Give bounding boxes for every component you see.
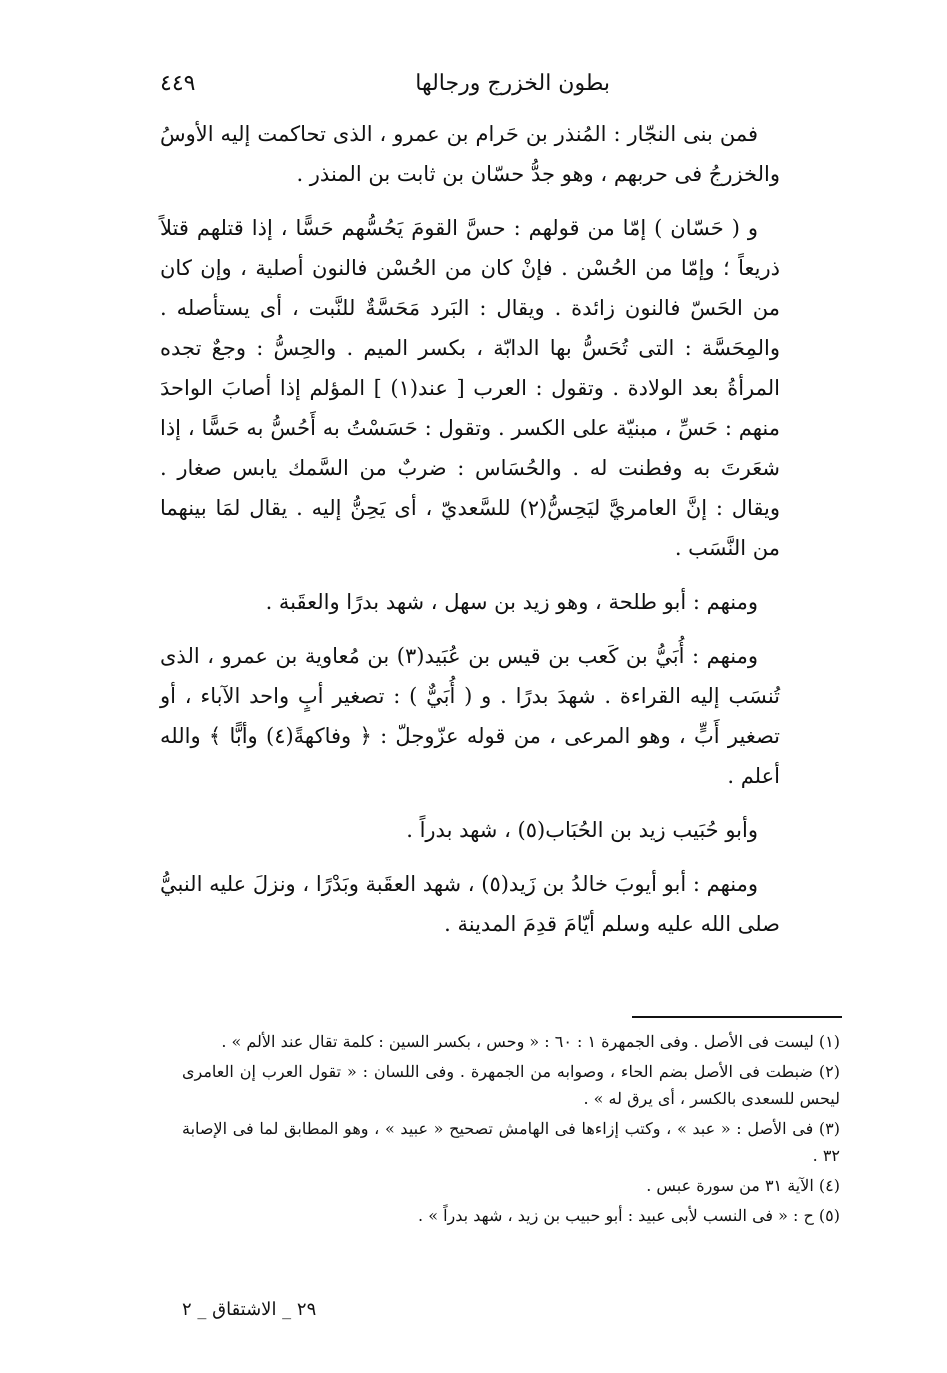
page-number: ٤٤٩: [160, 71, 196, 96]
page-header: [160, 64, 760, 104]
paragraph-najjar: فمن بنى النجّار : المُنذر بن حَرام بن عمرو ، الذى تحاكمت إليه الأوسُ والخزرجُ فى حربهم ، وهو جدُّ حسّان بن ثابت بن المنذر .: [160, 122, 780, 186]
main-text: [160, 114, 780, 958]
footnote-divider: [632, 1016, 842, 1018]
running-head: بطون الخزرج ورجالها: [415, 71, 610, 96]
footnotes: [182, 1028, 840, 1232]
paragraph-abu-talha: ومنهم : أبو طلحة ، وهو زيد بن سهل ، شهد بدرًا والعقَبة .: [265, 590, 758, 614]
signature-mark: ٢٩ _ الاشتقاق _ ٢: [182, 1299, 317, 1320]
footnote-2: (٢) ضبطت فى الأصل بضم الحاء ، وصوابه من الجمهرة . وفى اللسان : « تقول العرب إن العامرى ليحس للسعدى بالكسر ، أى يرق له » .: [182, 1062, 840, 1108]
paragraph-hassan-etymology: و ( حَسّان ) إمّا من قولهم : حسَّ القومَ يَحُسُّهم حَسًّا ، إذا قتلهم قتلاً ذريعاً ؛ وإمّا من الحُسْن . فإنْ كان من الحُسْن فالنون أصلية ، وإن كان من الحَسّ فالنون زائدة . ويقال : البَرد مَحَسَّةٌ للنَّبت ، أى يستأصله . والمِحَسَّة : التى تُحَسُّ بها الدابّة ، بكسر الميم . والحِسُّ : وجعٌ تجده المرأةُ بعد الولادة . وتقول : العرب [ عند(١) ] المؤلم إذا أصابَ الواحدَ منهم : حَسِّ ، مبنيّة على الكسر . وتقول : حَسَسْتُ به أَحُسُّ به حَسًّا ، إذا شعَرتَ به وفطنت له . والحُسَاس : ضربٌ من السَّمك يابس صغار . ويقال : إنَّ العامريَّ ليَحِسُّ(٢) للسَّعديّ ، أى يَحِنُّ إليه . يقال لمَا بينهما من النَّسَب .: [160, 216, 781, 560]
paragraph-ubayy: ومنهم : أُبَيُّ بن كَعب بن قيس بن عُبَيد(٣) بن مُعاوية بن عمرو ، الذى تُنسَب إليه القراءة . شهدَ بدرًا . و ( أُبَيٌّ ) : تصغير أبٍ واحد الآباء ، أو تصغير أَبٍّ ، وهو المرعى ، من قوله عزّوجلّ : ﴿ وفاكهةً(٤) وأبًّا ﴾ والله أعلم .: [160, 644, 781, 788]
footnote-1: (١) ليست فى الأصل . وفى الجمهرة ١ : ٦٠ : « وحس ، بكسر السين : كلمة تقال عند الألم » .: [221, 1032, 840, 1051]
footnote-4: (٤) الآية ٣١ من سورة عبس .: [646, 1176, 840, 1195]
paragraph-abu-hubayb: وأبو حُبَيب زيد بن الحُبَاب(٥) ، شهد بدراً .: [406, 818, 758, 842]
footnote-5: (٥) ح : « فى النسب لأبى عبيد : أبو حبيب بن زيد ، شهد بدراً » .: [418, 1206, 840, 1225]
footnote-3: (٣) فى الأصل : « عبد » ، وكتب إزاءها فى الهامش تصحيح « عبيد » ، وهو المطابق لما فى الإصابة ٣٢ .: [182, 1119, 840, 1165]
paragraph-abu-ayyub: ومنهم : أبو أيوبَ خالدُ بن زَيد(٥) ، شهد العقَبة وبَدْرًا ، ونزلَ عليه النبيُّ صلى الله عليه وسلم أيّامَ قدِمَ المدينة .: [160, 872, 780, 936]
